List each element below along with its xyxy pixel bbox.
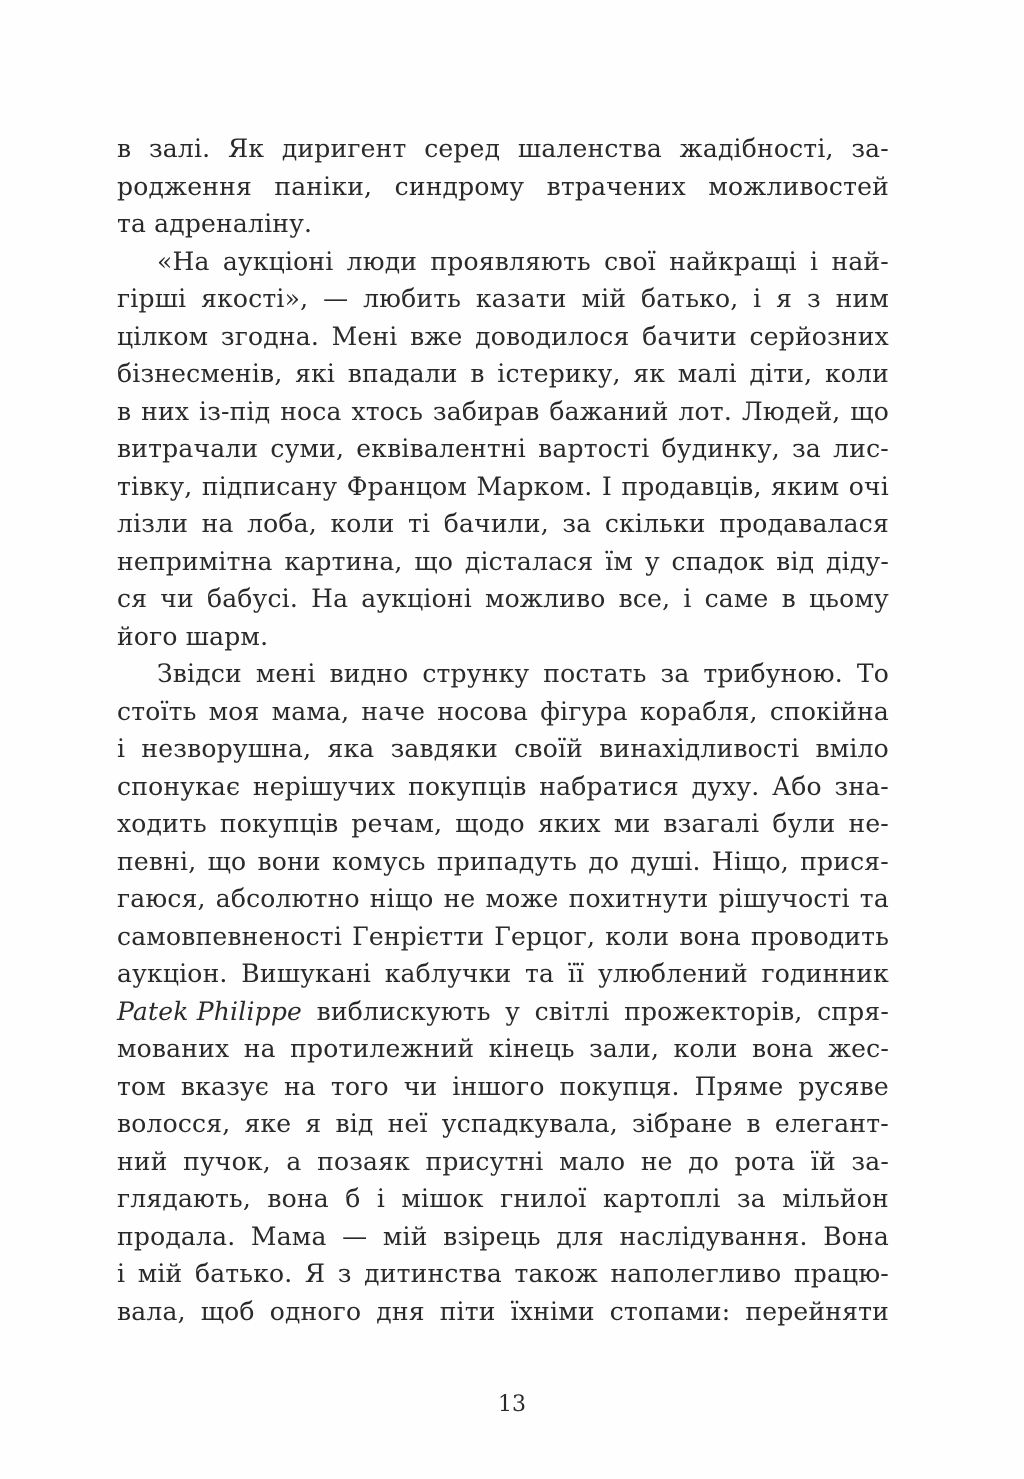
word: гірші [117,284,187,313]
word: в [117,134,132,163]
word: можливо [484,584,606,613]
word: Францом [346,471,468,501]
text-line [117,768,889,806]
word: вміло [815,734,889,763]
word: комусь [331,846,426,876]
word: трибуною. [703,659,843,688]
word: абсолютно [215,884,360,913]
word: на [201,509,234,538]
word: То [856,659,889,688]
word: завдяки [390,734,499,763]
text-line [117,468,889,506]
word: продавців, [621,471,762,501]
word: зали, [589,1034,660,1063]
word: покупця. [559,1071,680,1101]
word: наче [361,696,426,726]
word: а [286,1146,302,1176]
word: спадок [671,546,765,576]
word: аукціоні [361,584,472,613]
word: Як [227,134,265,163]
word: що [207,846,247,876]
word: родження [117,171,252,201]
word: скільки [604,509,706,538]
word: серйозних [749,321,889,351]
word: най- [831,246,889,276]
word: спонукає [117,771,241,801]
word: пучок, [183,1146,271,1176]
word: перейняти [745,1296,889,1326]
word: бажаний [549,396,669,426]
word: що [850,396,889,426]
word: похитнути [568,884,709,913]
word: диригент [281,134,407,163]
word: я [305,1109,322,1138]
word: На [311,584,349,613]
word: хтось [351,396,424,426]
word: мій [382,1221,428,1251]
word: наполегливо [610,1259,782,1288]
word: вартості [538,434,650,463]
word: люди [346,246,418,276]
word: лот. [678,396,732,426]
word: коли [824,359,889,388]
word: ніщо [369,884,434,913]
word: Звідси [157,659,242,688]
text-line [117,693,889,731]
word: годинник [761,959,889,988]
word: в [117,396,132,426]
word: прожекторів, [624,996,803,1026]
word: ним [835,284,889,313]
word: коли [673,1034,738,1063]
word: із-під [199,396,271,426]
word: аукціон. [117,959,228,988]
word: підписану [201,471,338,501]
word: за- [851,1146,889,1176]
word: зібране [632,1109,733,1138]
word: в [746,1109,761,1138]
word: бачити [642,321,737,351]
word: виблискують [316,996,491,1026]
word: б [345,1184,361,1213]
word: духу. [691,771,760,801]
text-line [117,280,889,318]
word: з [806,284,821,313]
word: за [562,509,592,538]
word: душі. [630,846,701,876]
word: адреналіну. [154,209,313,238]
word: протилежний [290,1034,475,1063]
word: носова [437,696,529,726]
word: мама, [271,696,350,726]
text-line [117,393,889,431]
word: взагалі [663,809,760,838]
text-line [117,1255,889,1293]
word: за [660,659,690,688]
word: шарм. [185,621,269,651]
word: Мені [331,321,398,351]
word: на [243,1034,276,1063]
word: серед [424,134,501,163]
word: цьому [809,584,889,613]
word: ся [117,584,148,613]
word: та [525,959,555,988]
word: чи [160,584,194,613]
word: не [443,884,476,913]
word: речам, [351,809,443,838]
word: втрачених [546,171,686,201]
text-line [117,1180,889,1218]
word: Генрієтти [352,921,485,951]
word: не- [848,809,889,838]
text-line [117,618,889,656]
text-line [117,318,889,356]
text-line [117,880,889,918]
word: і [376,1184,386,1213]
word: спря- [817,996,889,1026]
word: діти, [749,359,813,388]
word: струнку [422,659,530,688]
word: саме [704,584,769,613]
word: Вишукані [241,959,372,988]
text-line [117,430,889,468]
word: незворушна, [141,734,312,763]
word: як [633,359,666,388]
word: очі [848,471,889,501]
word: фігура [540,696,628,726]
word: «На [157,246,210,276]
word: для [556,1221,604,1251]
word: моя [208,696,260,726]
word: том [117,1071,166,1101]
word: найкращі [669,246,797,276]
text-line [117,168,889,206]
text-line [117,843,889,881]
word: тівку, [117,471,193,501]
word: корабля, [639,696,758,726]
word: іншого [452,1071,545,1101]
word: прися- [800,846,889,876]
text-line [117,730,889,768]
word: І [601,471,612,501]
word: яким [771,471,840,501]
word: не [640,1146,673,1176]
word: також [514,1259,598,1288]
word: у [505,996,521,1026]
text-line [117,1068,889,1106]
word: ми [613,809,651,838]
word: мені [255,659,316,688]
word: малі [677,359,737,388]
word: Герцог, [494,921,596,951]
word: залі. [148,134,211,163]
word: припадуть [436,846,578,876]
word: синдрому [394,171,525,201]
text-line [117,1293,889,1331]
word: успадкувала, [441,1109,618,1138]
text-line [117,505,889,543]
word: працю- [793,1259,889,1288]
word: від [335,1109,374,1138]
word: певні, [117,846,197,876]
word: Ніщо, [711,846,789,876]
word: улюблений [597,959,748,988]
word: Або [772,771,822,801]
word: за [792,434,821,463]
word: ний [117,1146,168,1176]
word: свої [604,246,656,276]
word: бізнесменів, [117,359,283,388]
word: за [736,1184,766,1213]
word: доводилося [475,321,630,351]
word: мішок [401,1184,484,1213]
word: що [414,546,454,576]
word: зна- [834,771,889,801]
word: діду- [826,546,889,576]
word: ті [408,509,431,538]
word: казати [475,284,567,313]
word: піти [439,1296,496,1326]
word: і [683,584,692,613]
word: до [588,846,620,876]
word: картоплі [602,1184,721,1213]
word: — [342,1221,368,1251]
word: яке [244,1109,292,1138]
word: них [141,396,190,426]
word: самовпевненості [117,921,343,951]
word: Людей, [741,396,841,426]
word: мій [137,1259,183,1288]
word: продала. [117,1221,236,1251]
text-line [117,805,889,843]
word: суми, [270,434,345,463]
word: від [776,546,815,576]
word: якості», [201,284,309,313]
word: в [470,359,485,388]
word: і [117,734,126,763]
word: проявляють [430,246,591,276]
word: шаленства [517,134,662,163]
word: жес- [827,1034,889,1063]
word: носа [280,396,342,426]
word: Я [304,1259,326,1288]
word: їхніми [510,1296,595,1326]
word: волосся, [117,1109,231,1138]
text-line [117,955,889,993]
word: гаюся, [117,884,206,913]
word: та [117,209,147,238]
word: гнилої [500,1184,587,1213]
word: любить [363,284,462,313]
word: дісталася [464,546,594,576]
word: покупців [408,771,527,801]
body-text [117,130,889,1330]
word: лізли [117,509,189,538]
word: Марком. [476,471,593,501]
word: мільйон [782,1184,889,1213]
word: неї [387,1109,428,1138]
word: покупців [219,809,339,838]
word: проводить [750,921,889,951]
word: вказує [180,1071,270,1101]
text-line [117,918,889,956]
word: впадали [347,359,458,388]
word: непримітна [117,546,273,576]
word: елегант- [774,1109,889,1138]
word: будинку, [661,434,780,463]
word: і [810,246,819,276]
word: глядають, [117,1184,252,1213]
word: батько, [640,284,739,313]
text-line [117,355,889,393]
word: паніки, [274,171,373,201]
word: цілком [117,321,209,351]
word: їм [605,546,634,576]
word: мало [559,1146,626,1176]
word: я [776,284,793,313]
word: на [284,1071,316,1101]
text-line [117,580,889,618]
word: які [295,359,336,388]
word: коли [605,921,670,951]
word: лис- [833,434,889,463]
text-line [117,130,889,168]
word: у [644,546,660,576]
brand-name: Patek Philippe [117,996,303,1026]
word: і [117,1259,126,1288]
word: рішучості [718,884,850,913]
word: одного [269,1296,362,1326]
word: своїй [514,734,584,763]
word: мій [581,284,627,313]
word: стоїть [117,696,197,726]
word: забирав [432,396,540,426]
word: вже [410,321,463,351]
word: батько. [194,1259,293,1288]
word: вона [267,1184,329,1213]
word: позаяк [317,1146,410,1176]
word: її [567,959,585,988]
word: дитинства [364,1259,502,1288]
word: з [337,1259,352,1288]
word: постать [543,659,647,688]
word: Мама [250,1221,327,1251]
word: спокійна [769,696,889,726]
word: Вона [823,1221,889,1251]
word: і [753,284,762,313]
text-line [117,243,889,281]
text-line [117,655,889,693]
word: лоба, [247,509,317,538]
word: в [781,584,796,613]
word: наслідування. [619,1221,808,1251]
word: набратися [539,771,679,801]
word: Пряме [694,1071,784,1101]
word: до [688,1146,720,1176]
word: — [323,284,349,313]
word: ходить [117,809,207,838]
word: жадібності, [679,134,834,163]
word: коли [330,509,395,538]
word: його [117,621,178,651]
page-number: 13 [498,1392,526,1417]
word: бачили, [443,509,549,538]
word: взірець [443,1221,541,1251]
word: згодна. [220,321,319,351]
word: мованих [117,1034,230,1063]
word: щоб [200,1296,255,1326]
word: картина, [284,546,403,576]
word: стопами: [609,1296,731,1326]
word: вона [679,921,741,951]
word: еквівалентні [356,434,526,463]
word: русяве [798,1071,889,1101]
word: істерику, [497,359,621,388]
word: їй [810,1146,836,1176]
word: присутні [425,1146,544,1176]
text-line [117,1218,889,1256]
word: кінець [488,1034,575,1063]
text-line [117,1105,889,1143]
word: вала, [117,1296,186,1326]
word: вони [257,846,321,876]
text-line [117,205,889,243]
word: можливостей [708,171,889,201]
text-line-brand [117,993,889,1031]
word: яка [327,734,375,763]
word: того [330,1071,389,1101]
word: дня [376,1296,425,1326]
text-line [117,1143,889,1181]
text-line [117,1030,889,1068]
word: вона [752,1034,814,1063]
word: за- [851,134,889,163]
word: бабусі. [206,584,298,613]
word: продавалася [719,509,889,538]
word: щодо [455,809,525,838]
word: все, [618,584,671,613]
word: рота [734,1146,796,1176]
word: яких [537,809,601,838]
word: чи [403,1071,438,1101]
word: видно [329,659,409,688]
word: та [859,884,889,913]
word: каблучки [384,959,512,988]
word: може [485,884,559,913]
word: нерішучих [252,771,396,801]
text-line [117,543,889,581]
word: були [772,809,836,838]
word: винахідливості [599,734,800,763]
word: витрачали [117,434,259,463]
word: світлі [534,996,610,1026]
word: аукціоні [222,246,334,276]
